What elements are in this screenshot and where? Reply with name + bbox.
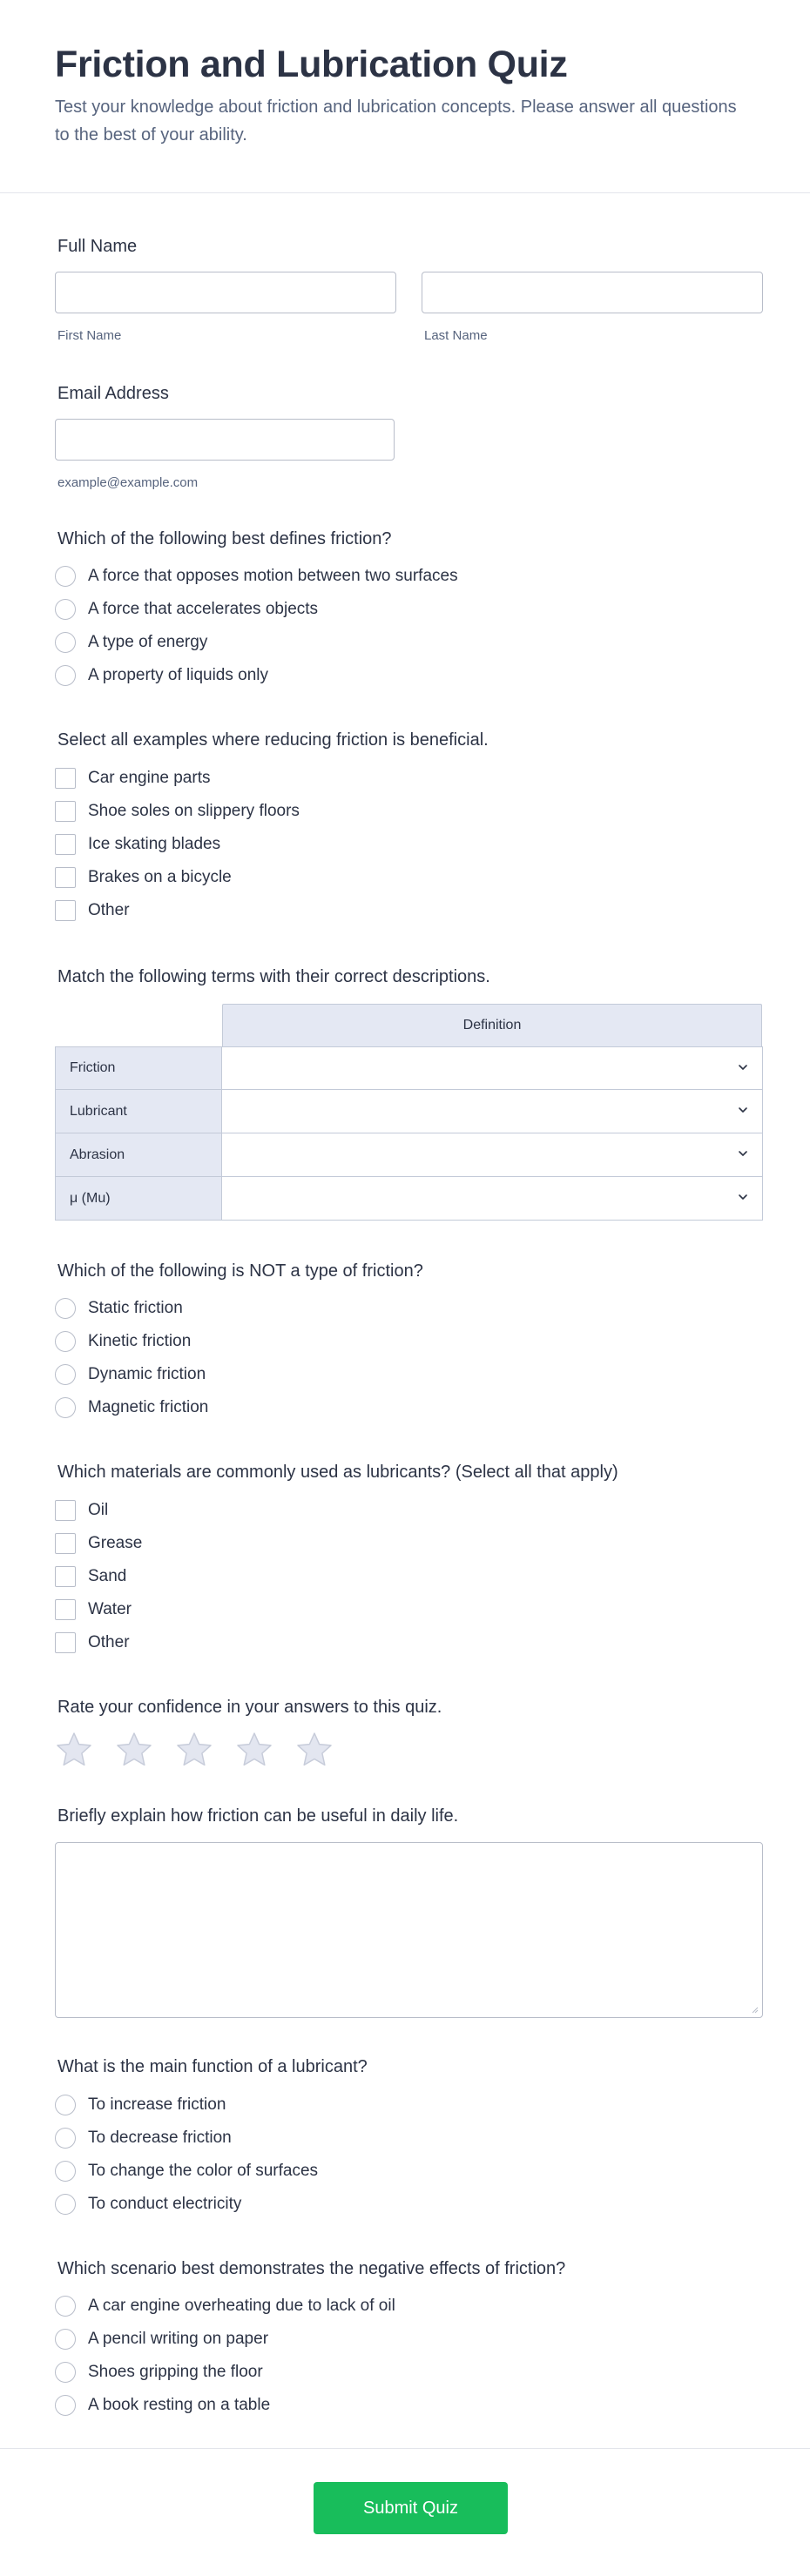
- resize-grip-icon[interactable]: [750, 2005, 759, 2014]
- radio-button[interactable]: [55, 632, 76, 653]
- q9-option[interactable]: [55, 2294, 395, 2318]
- submit-button[interactable]: Submit Quiz: [314, 2482, 508, 2534]
- star-icon[interactable]: [55, 1731, 93, 1769]
- radio-button[interactable]: [55, 2128, 76, 2149]
- definition-dropdown[interactable]: [222, 1133, 763, 1177]
- q9-option[interactable]: [55, 2360, 263, 2384]
- page-title: Friction and Lubrication Quiz: [55, 44, 568, 85]
- q8-option[interactable]: [55, 2093, 226, 2117]
- q5-option[interactable]: [55, 1498, 108, 1523]
- radio-button[interactable]: [55, 2362, 76, 2383]
- form-header: [0, 0, 810, 193]
- option-label: Other: [88, 1633, 130, 1651]
- q1-option[interactable]: [55, 663, 268, 688]
- option-label: A book resting on a table: [88, 2396, 271, 2414]
- option-label: To change the color of surfaces: [88, 2162, 319, 2180]
- option-label: Water: [88, 1600, 132, 1618]
- star-icon[interactable]: [295, 1731, 334, 1769]
- option-label: To increase friction: [88, 2095, 226, 2114]
- q5-option[interactable]: [55, 1564, 126, 1589]
- checkbox[interactable]: [55, 768, 76, 789]
- q1-label: Which of the following best defines friction?: [57, 529, 392, 548]
- checkbox[interactable]: [55, 1500, 76, 1521]
- q6-label: Rate your confidence in your answers to this quiz.: [57, 1698, 442, 1717]
- q8-label: What is the main function of a lubricant?: [57, 2057, 368, 2076]
- checkbox[interactable]: [55, 834, 76, 855]
- first-name-sublabel: First Name: [57, 328, 122, 343]
- matrix-row: [55, 1133, 763, 1177]
- star-rating: [55, 1731, 355, 1769]
- option-label: Static friction: [88, 1299, 183, 1317]
- checkbox[interactable]: [55, 1533, 76, 1554]
- matrix-row-label: Lubricant: [55, 1090, 222, 1133]
- q4-label: Which of the following is NOT a type of friction?: [57, 1261, 423, 1281]
- radio-button[interactable]: [55, 2296, 76, 2317]
- matrix-column-header: Definition: [222, 1004, 762, 1046]
- q4-option[interactable]: [55, 1362, 206, 1387]
- checkbox[interactable]: [55, 867, 76, 888]
- footer-divider: [0, 2448, 810, 2449]
- email-input[interactable]: [55, 419, 395, 461]
- radio-button[interactable]: [55, 599, 76, 620]
- radio-button[interactable]: [55, 2194, 76, 2215]
- q1-option[interactable]: [55, 564, 458, 589]
- q5-option[interactable]: [55, 1631, 130, 1655]
- email-label: Email Address: [57, 384, 169, 403]
- q9-option[interactable]: [55, 2327, 268, 2351]
- q9-label: Which scenario best demonstrates the negative effects of friction?: [57, 2259, 566, 2278]
- q2-option[interactable]: [55, 766, 210, 790]
- option-label: A property of liquids only: [88, 666, 269, 684]
- q4-option[interactable]: [55, 1296, 183, 1321]
- option-label: Shoes gripping the floor: [88, 2363, 263, 2381]
- radio-button[interactable]: [55, 2095, 76, 2115]
- first-name-input[interactable]: [55, 272, 396, 313]
- q4-option[interactable]: [55, 1329, 191, 1354]
- star-icon[interactable]: [175, 1731, 213, 1769]
- q2-option[interactable]: [55, 865, 232, 890]
- option-label: Kinetic friction: [88, 1332, 192, 1350]
- radio-button[interactable]: [55, 2329, 76, 2350]
- option-label: A force that accelerates objects: [88, 600, 319, 618]
- last-name-sublabel: Last Name: [424, 328, 488, 343]
- radio-button[interactable]: [55, 1397, 76, 1418]
- q5-option[interactable]: [55, 1597, 132, 1622]
- radio-button[interactable]: [55, 1298, 76, 1319]
- q8-option[interactable]: [55, 2192, 241, 2216]
- q5-label: Which materials are commonly used as lubricants? (Select all that apply): [57, 1463, 618, 1482]
- chevron-down-icon: [736, 1103, 750, 1117]
- matrix-row: [55, 1046, 763, 1090]
- radio-button[interactable]: [55, 566, 76, 587]
- q1-option[interactable]: [55, 630, 207, 655]
- option-label: To decrease friction: [88, 2129, 232, 2147]
- full-name-label: Full Name: [57, 237, 138, 256]
- q2-option[interactable]: [55, 898, 130, 923]
- option-label: Shoe soles on slippery floors: [88, 802, 300, 820]
- star-icon[interactable]: [115, 1731, 153, 1769]
- option-label: A pencil writing on paper: [88, 2330, 269, 2348]
- matrix-row: [55, 1177, 763, 1221]
- radio-button[interactable]: [55, 2161, 76, 2182]
- matrix-row: [55, 1090, 763, 1133]
- option-label: A car engine overheating due to lack of oil: [88, 2297, 395, 2315]
- option-label: Grease: [88, 1534, 143, 1552]
- checkbox[interactable]: [55, 1566, 76, 1587]
- explanation-textarea[interactable]: [55, 1842, 763, 2018]
- q1-option[interactable]: [55, 597, 318, 622]
- chevron-down-icon: [736, 1147, 750, 1160]
- option-label: Sand: [88, 1567, 127, 1585]
- option-label: Oil: [88, 1501, 109, 1519]
- checkbox[interactable]: [55, 900, 76, 921]
- q9-option[interactable]: [55, 2393, 270, 2418]
- option-label: Brakes on a bicycle: [88, 868, 232, 886]
- matrix-row-label: Friction: [55, 1046, 222, 1090]
- definition-dropdown[interactable]: [222, 1046, 763, 1090]
- option-label: A force that opposes motion between two surfaces: [88, 567, 458, 585]
- radio-button[interactable]: [55, 1364, 76, 1385]
- radio-button[interactable]: [55, 1331, 76, 1352]
- q8-option[interactable]: [55, 2126, 232, 2150]
- matrix-row-label: μ (Mu): [55, 1177, 222, 1221]
- q4-option[interactable]: [55, 1396, 208, 1420]
- definition-dropdown[interactable]: [222, 1177, 763, 1221]
- matrix-row-label: Abrasion: [55, 1133, 222, 1177]
- checkbox[interactable]: [55, 1599, 76, 1620]
- q8-option[interactable]: [55, 2159, 318, 2183]
- definition-dropdown[interactable]: [222, 1090, 763, 1133]
- last-name-input[interactable]: [422, 272, 763, 313]
- page-subtitle: Test your knowledge about friction and lubrication concepts. Please answer all questions to the best of your ability.: [55, 98, 737, 145]
- option-label: A type of energy: [88, 633, 208, 651]
- q7-label: Briefly explain how friction can be useful in daily life.: [57, 1806, 459, 1826]
- q3-label: Match the following terms with their correct descriptions.: [57, 967, 490, 986]
- checkbox[interactable]: [55, 801, 76, 822]
- email-sublabel: example@example.com: [57, 475, 199, 490]
- checkbox[interactable]: [55, 1632, 76, 1653]
- option-label: Ice skating blades: [88, 835, 221, 853]
- radio-button[interactable]: [55, 665, 76, 686]
- chevron-down-icon: [736, 1190, 750, 1204]
- q2-option[interactable]: [55, 799, 300, 824]
- option-label: To conduct electricity: [88, 2195, 242, 2213]
- radio-button[interactable]: [55, 2395, 76, 2416]
- option-label: Car engine parts: [88, 769, 211, 787]
- q5-option[interactable]: [55, 1531, 142, 1556]
- chevron-down-icon: [736, 1060, 750, 1074]
- option-label: Dynamic friction: [88, 1365, 206, 1383]
- q2-option[interactable]: [55, 832, 220, 857]
- q2-label: Select all examples where reducing friction is beneficial.: [57, 730, 489, 750]
- option-label: Magnetic friction: [88, 1398, 209, 1416]
- star-icon[interactable]: [235, 1731, 273, 1769]
- option-label: Other: [88, 901, 130, 919]
